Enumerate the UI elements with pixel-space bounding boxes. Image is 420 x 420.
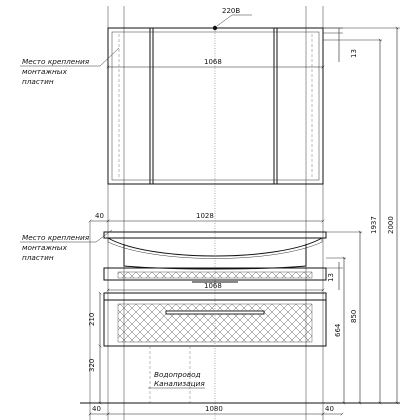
drawer-width-label: 1068 bbox=[204, 282, 222, 290]
height-dimensions bbox=[323, 28, 400, 403]
height-664-label: 664 bbox=[334, 323, 342, 337]
mirror-mount-note bbox=[20, 48, 119, 86]
bottom-right-label: 40 bbox=[325, 405, 334, 413]
svg-text:пластин: пластин bbox=[22, 253, 54, 262]
drawer-height-label: 210 bbox=[88, 312, 96, 326]
vanity-mount-note bbox=[20, 230, 112, 262]
height-1937-label: 1937 bbox=[370, 216, 378, 234]
vanity-top-offset-label: 13 bbox=[327, 273, 335, 282]
drawer-pattern-panel bbox=[118, 304, 312, 342]
drawer-handle bbox=[166, 311, 264, 314]
svg-text:монтажных: монтажных bbox=[22, 243, 67, 252]
svg-text:Место крепления: Место крепления bbox=[22, 57, 90, 66]
mirror-cabinet-frame bbox=[108, 28, 323, 184]
socket-icon bbox=[213, 26, 217, 30]
pipes bbox=[148, 346, 205, 403]
height-850-label: 850 bbox=[350, 309, 358, 323]
socket-label: 220В bbox=[222, 7, 241, 15]
floor-offset-label: 320 bbox=[88, 358, 96, 372]
mirror-cabinet bbox=[20, 7, 358, 184]
svg-text:монтажных: монтажных bbox=[22, 67, 67, 76]
basin-width-label: 1028 bbox=[196, 212, 214, 220]
mirror-offset-label: 13 bbox=[350, 49, 358, 58]
vanity-unit bbox=[20, 212, 400, 414]
height-2000-label: 2000 bbox=[387, 216, 395, 234]
mirror-width-label: 1068 bbox=[204, 58, 222, 66]
vanity-side-offset-label: 40 bbox=[95, 212, 104, 220]
svg-text:Водопровод: Водопровод bbox=[154, 370, 201, 379]
svg-text:Канализация: Канализация bbox=[154, 379, 205, 388]
svg-text:Место крепления: Место крепления bbox=[22, 233, 90, 242]
bottom-width-label: 1080 bbox=[205, 405, 223, 413]
svg-text:пластин: пластин bbox=[22, 77, 54, 86]
bottom-left-label: 40 bbox=[92, 405, 101, 413]
